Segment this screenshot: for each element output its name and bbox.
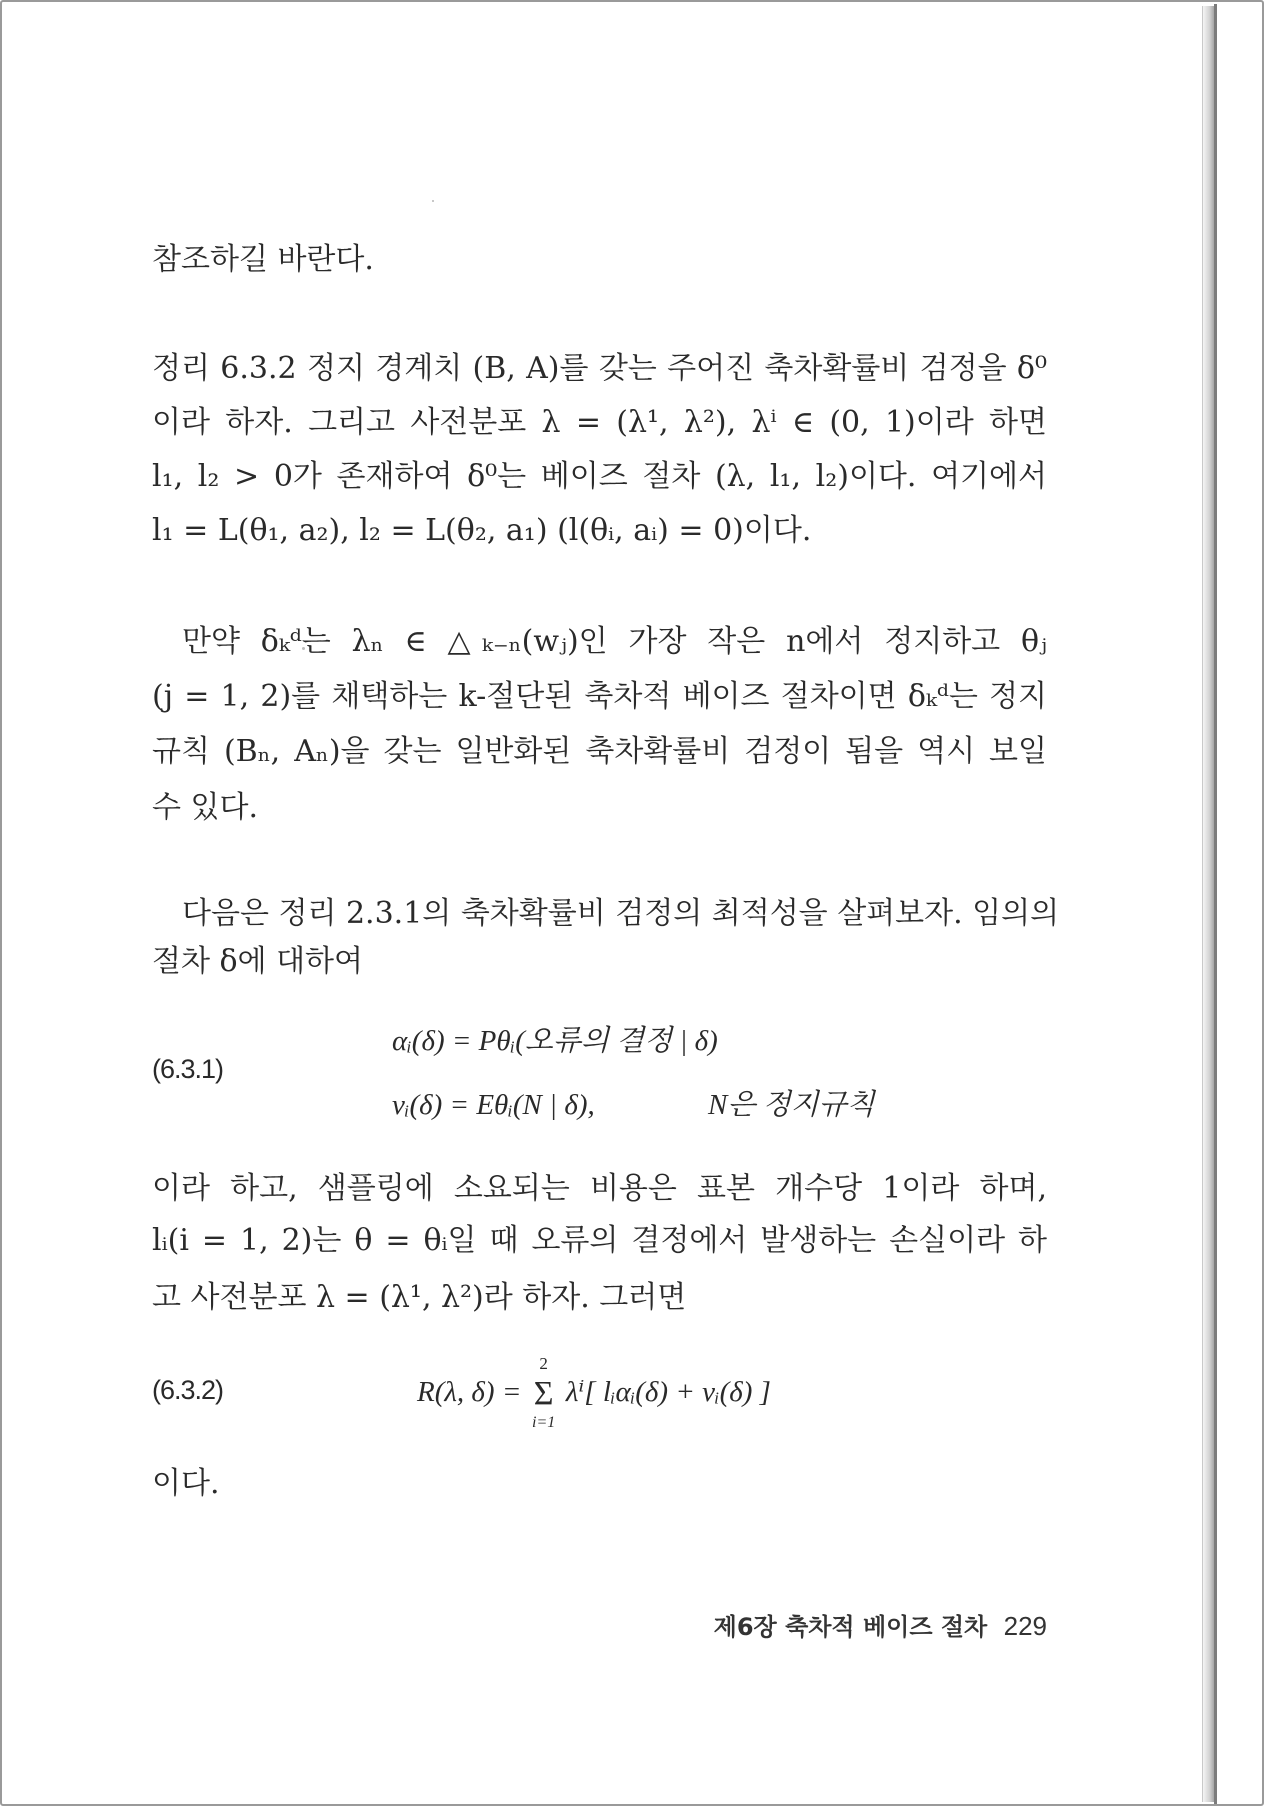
- paragraph-line: 이라 하고, 샘플링에 소요되는 비용은 표본 개수당 1이라 하며,: [152, 1171, 1047, 1206]
- paragraph-line: 규칙 (Bₙ, Aₙ)을 갖는 일반화된 축차확률비 검정이 됨을 역시 보일: [152, 734, 1047, 769]
- theorem-line: 정리 6.3.2 정지 경계치 (B, A)를 갖는 주어진 축차확률비 검정을 δ⁰: [152, 351, 1047, 386]
- intro-line: 참조하길 바란다.: [152, 242, 374, 277]
- page-number: 229: [1003, 1611, 1047, 1641]
- paragraph-line: 고 사전분포 λ = (λ¹, λ²)라 하자. 그러면: [152, 1280, 687, 1315]
- paragraph-line: 수 있다.: [152, 790, 259, 825]
- summation-upper-limit: 2: [539, 1354, 548, 1374]
- paragraph-line: (j = 1, 2)를 채택하는 k-절단된 축차적 베이즈 절차이면 δₖᵈ는 정지: [152, 679, 1047, 714]
- equation-line: vᵢ(δ) = Eθᵢ(N | δ),: [392, 1089, 595, 1121]
- theorem-line: l₁, l₂ > 0가 존재하여 δ⁰는 베이즈 절차 (λ, l₁, l₂)이다. 여기에서: [152, 459, 1047, 494]
- theorem-line: l₁ = L(θ₁, a₂), l₂ = L(θ₂, a₁) (l(θᵢ, aᵢ) = 0)이다.: [152, 513, 812, 548]
- paragraph-line: 다음은 정리 2.3.1의 축차확률비 검정의 최적성을 살펴보자. 임의의: [182, 896, 1060, 931]
- running-footer: [714, 1607, 1047, 1642]
- paragraph-line: 만약 δₖᵈ는 λₙ ∈ △ₖ₋ₙ(wⱼ)인 가장 작은 n에서 정지하고 θⱼ: [182, 624, 1047, 659]
- equation-note: N은 정지규칙: [708, 1089, 875, 1121]
- equation-rhs: λⁱ[ lᵢαᵢ(δ) + vᵢ(δ) ]: [565, 1376, 771, 1408]
- footer-chapter-title: 제6장 축차적 베이즈 절차: [713, 1613, 988, 1641]
- paragraph-line: lᵢ(i = 1, 2)는 θ = θᵢ일 때 오류의 결정에서 발생하는 손실이라 하: [152, 1223, 1047, 1258]
- theorem-line: 이라 하자. 그리고 사전분포 λ = (λ¹, λ²), λⁱ ∈ (0, 1)이라 하면: [152, 405, 1047, 440]
- equation-label: (6.3.2): [152, 1375, 224, 1405]
- summation-sign: Σ: [533, 1375, 554, 1413]
- closing-line: 이다.: [152, 1466, 220, 1501]
- equation-body: [417, 1354, 771, 1432]
- summation-lower-limit: i=1: [532, 1414, 556, 1432]
- equation-line: αᵢ(δ) = Pθᵢ(오류의 결정 | δ): [392, 1025, 718, 1057]
- paragraph-line: 절차 δ에 대하여: [152, 944, 364, 979]
- equation-lhs: R(λ, δ) =: [417, 1376, 522, 1408]
- page-edge-line: [1214, 4, 1217, 1804]
- scan-speck: [432, 200, 434, 202]
- summation: [529, 1354, 559, 1432]
- equation-label: (6.3.1): [152, 1054, 224, 1084]
